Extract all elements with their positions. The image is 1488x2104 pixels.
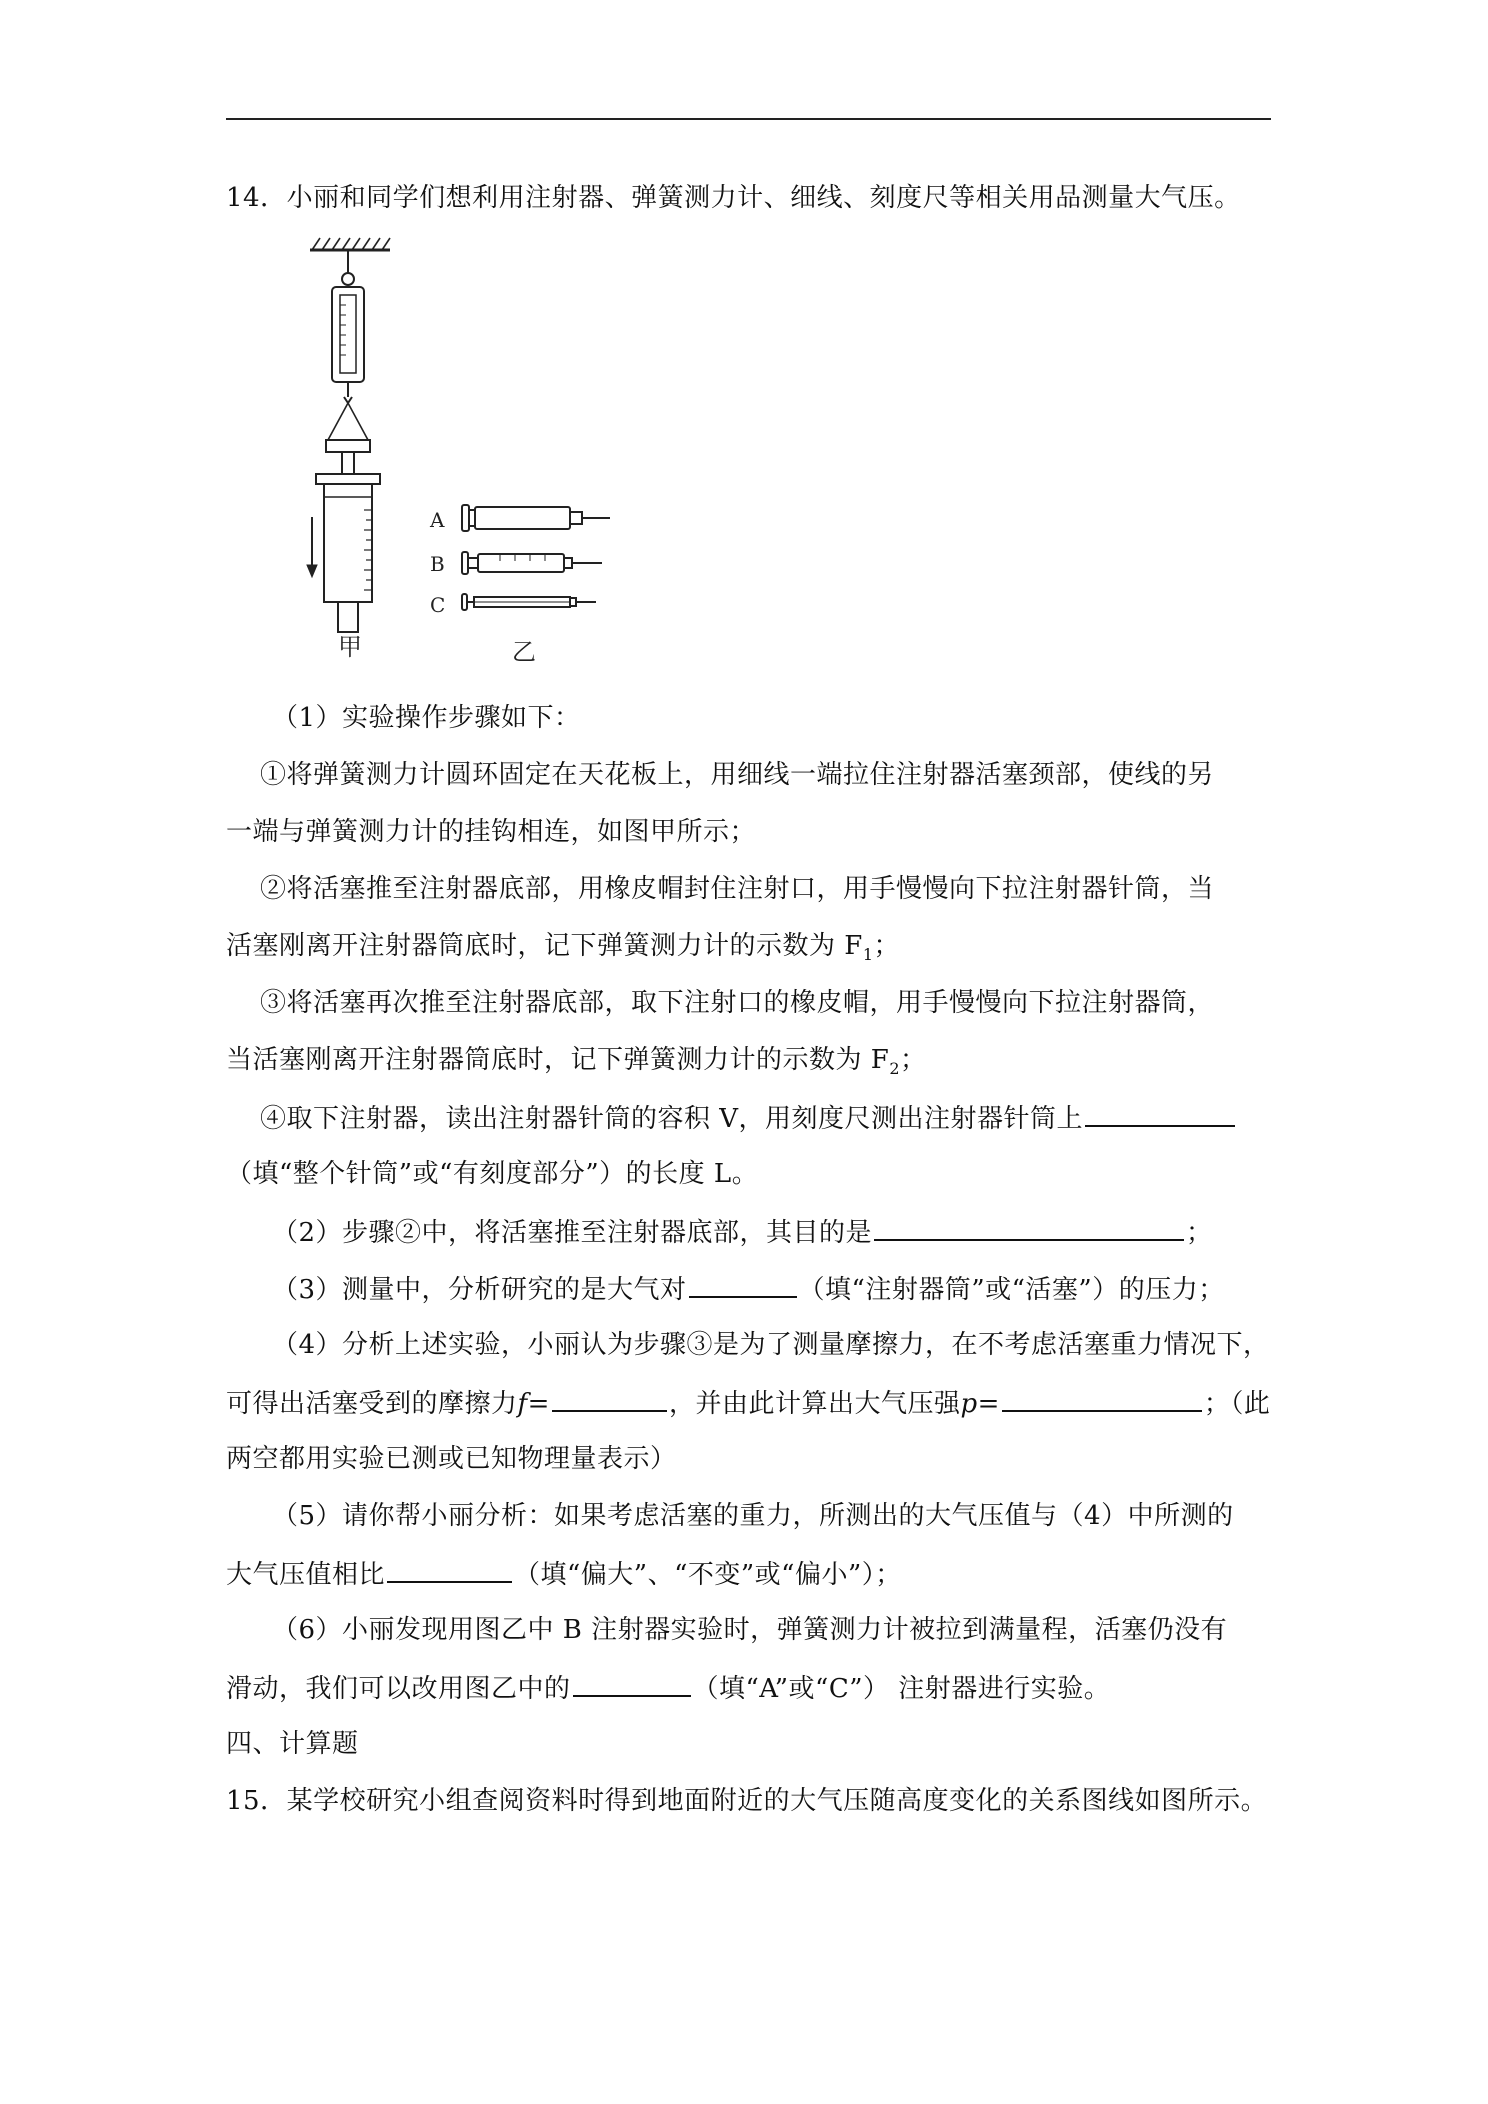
step2-line1: ②将活塞推至注射器底部，用橡皮帽封住注射口，用手慢慢向下拉注射器针筒，当	[260, 874, 1215, 904]
f1-subscript: 1	[862, 945, 874, 965]
figure-label-yi: 乙	[512, 638, 536, 666]
ceiling-icon	[310, 238, 390, 250]
f2-subscript: 2	[889, 1059, 900, 1079]
syringe-c-icon	[462, 594, 596, 610]
spring-scale-icon	[332, 250, 364, 403]
blank-part2[interactable]	[874, 1213, 1184, 1241]
part4-line2	[226, 1384, 1270, 1422]
part6-end: （填“A”或“C”） 注射器进行实验。	[692, 1674, 1111, 1704]
step2-line2	[226, 928, 900, 973]
part3-text: （3）测量中，分析研究的是大气对	[272, 1275, 687, 1305]
part5-end: （填“偏大”、“不变”或“偏小”）；	[514, 1560, 902, 1590]
step4-line1	[260, 1099, 1237, 1137]
header-rule	[226, 118, 1271, 120]
part3-end: （填“注射器筒”或“活塞”）的压力；	[798, 1275, 1225, 1305]
blank-pressure[interactable]	[1002, 1384, 1202, 1412]
string-icon	[328, 403, 368, 440]
part6-line1: （6）小丽发现用图乙中 B 注射器实验时，弹簧测力计被拉到满量程，活塞仍没有	[272, 1615, 1228, 1645]
equals-1: =	[527, 1389, 550, 1419]
part4-text-c: ；（此	[1203, 1389, 1271, 1419]
equals-2: =	[977, 1389, 1000, 1419]
friction-symbol: f	[517, 1389, 528, 1419]
step4-text: ④取下注射器，读出注射器针筒的容积 V，用刻度尺测出注射器针筒上	[260, 1104, 1084, 1134]
experiment-figure	[290, 235, 620, 670]
blank-part3[interactable]	[689, 1270, 797, 1298]
step3-line2	[226, 1042, 927, 1087]
pressure-symbol: p	[960, 1389, 978, 1419]
part5-line1: （5）请你帮小丽分析：如果考虑活塞的重力，所测出的大气压值与（4）中所测的	[272, 1501, 1234, 1531]
part4-text-a: 可得出活塞受到的摩擦力	[226, 1389, 518, 1419]
part3	[272, 1270, 1225, 1308]
q14-stem: 14．小丽和同学们想利用注射器、弹簧测力计、细线、刻度尺等相关用品测量大气压。	[226, 183, 1241, 213]
blank-step4[interactable]	[1085, 1099, 1235, 1127]
part1-title: （1）实验操作步骤如下：	[272, 703, 581, 733]
blank-part5[interactable]	[387, 1555, 512, 1583]
step3-end: ；	[900, 1045, 927, 1075]
figure-label-a: A	[430, 508, 445, 532]
step2-end: ；	[873, 931, 901, 961]
step1-line1: ①将弹簧测力计圆环固定在天花板上，用细线一端拉住注射器活塞颈部，使线的另	[260, 760, 1215, 790]
part4-line1: （4）分析上述实验，小丽认为步骤③是为了测量摩擦力，在不考虑活塞重力情况下，	[272, 1330, 1270, 1360]
part2-text: （2）步骤②中，将活塞推至注射器底部，其目的是	[272, 1218, 873, 1248]
step4-line2: （填“整个针筒”或“有刻度部分”）的长度 L。	[226, 1159, 759, 1189]
figure-label-jia: 甲	[338, 633, 362, 661]
blank-friction[interactable]	[552, 1384, 667, 1412]
syringe-a-icon	[462, 505, 610, 531]
part6-line2	[226, 1669, 1110, 1707]
part5-line2	[226, 1555, 902, 1593]
part6-text: 滑动，我们可以改用图乙中的	[226, 1674, 571, 1704]
step3-line1: ③将活塞再次推至注射器底部，取下注射口的橡皮帽，用手慢慢向下拉注射器筒，	[260, 988, 1215, 1018]
step3-text: 当活塞刚离开注射器筒底时，记下弹簧测力计的示数为 F	[226, 1045, 890, 1075]
part5-text: 大气压值相比	[226, 1560, 386, 1590]
figure-label-b: B	[430, 552, 445, 576]
blank-part6[interactable]	[573, 1669, 691, 1697]
syringe-b-icon	[462, 552, 602, 574]
figure-label-c: C	[430, 593, 446, 617]
part4-line3: 两空都用实验已测或已知物理量表示）	[226, 1444, 677, 1474]
part2-end: ；	[1186, 1218, 1213, 1248]
part2	[272, 1213, 1213, 1251]
part4-text-b: ，并由此计算出大气压强	[668, 1389, 961, 1419]
q15-stem: 15．某学校研究小组查阅资料时得到地面附近的大气压随高度变化的关系图线如图所示。	[226, 1786, 1268, 1816]
step2-text: 活塞刚离开注射器筒底时，记下弹簧测力计的示数为 F	[226, 931, 863, 961]
section-4-heading: 四、计算题	[226, 1729, 359, 1759]
step1-line2: 一端与弹簧测力计的挂钩相连，如图甲所示；	[226, 817, 757, 847]
syringe-jia-icon	[307, 440, 380, 632]
